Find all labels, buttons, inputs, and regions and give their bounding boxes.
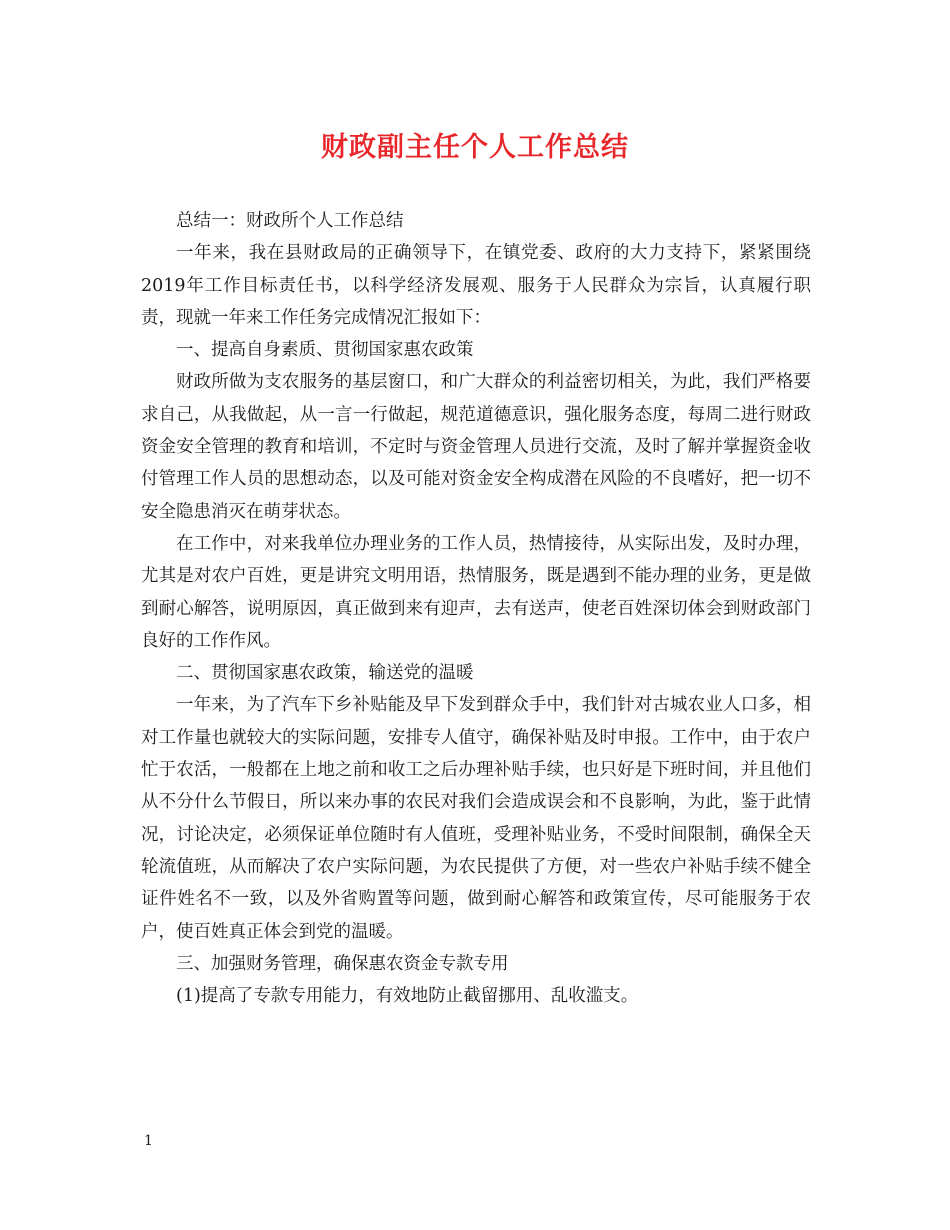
intro-paragraph: 一年来，我在县财政局的正确领导下，在镇党委、政府的大力支持下，紧紧围绕2019年工作目标责任书，以科学经济发展观、服务于人民群众为宗旨，认真履行职责，现就一年来工作任务完成情况汇报如下：	[141, 243, 811, 328]
section-heading-summary-one: 总结一：财政所个人工作总结	[176, 211, 404, 231]
body-paragraph: 一年来，为了汽车下乡补贴能及早下发到群众手中，我们针对古城农业人口多，相对工作量也就较大的实际问题，安排专人值守，确保补贴及时申报。工作中，由于农户忙于农活，一般都在上地之前和收工之后办理补贴手续，也只好是下班时间，并且他们从不分什么节假日，所以来办事的农民对我们会造成误会和不良影响，为此，鉴于此情况，讨论决定，必须保证单位随时有人值班，受理补贴业务，不受时间限制，确保全天轮流值班，从而解决了农户实际问题，为农民提供了方便，对一些农户补贴手续不健全证件姓名不一致，以及外省购置等问题，做到耐心解答和政策宣传，尽可能服务于农户，使百姓真正体会到党的温暖。	[141, 695, 811, 942]
section-heading-one: 一、提高自身素质、贯彻国家惠农政策	[176, 340, 474, 361]
section-heading-three: 三、加强财务管理，确保惠农资金专款专用	[176, 953, 509, 974]
list-item: (1)提高了专款专用能力，有效地防止截留挪用、乱收滥支。	[176, 986, 639, 1007]
document-title: 财政副主任个人工作总结	[321, 132, 629, 163]
body-paragraph: 在工作中，对来我单位办理业务的工作人员，热情接待，从实际出发，及时办理，尤其是对农户百姓，更是讲究文明用语，热情服务，既是遇到不能办理的业务，更是做到耐心解答，说明原因，真正做到来有迎声，去有送声，使老百姓深切体会到财政部门良好的工作作风。	[141, 533, 811, 651]
document-body	[141, 205, 811, 1012]
section-heading-two: 二、贯彻国家惠农政策，输送党的温暖	[176, 663, 474, 684]
page-number: 1	[144, 1133, 153, 1149]
body-paragraph: 财政所做为支农服务的基层窗口，和广大群众的利益密切相关，为此，我们严格要求自己，从我做起，从一言一行做起，规范道德意识，强化服务态度，每周二进行财政资金安全管理的教育和培训，不定时与资金管理人员进行交流，及时了解并掌握资金收付管理工作人员的思想动态，以及可能对资金安全构成潜在风险的不良嗜好，把一切不安全隐患消灭在萌芽状态。	[141, 372, 811, 522]
